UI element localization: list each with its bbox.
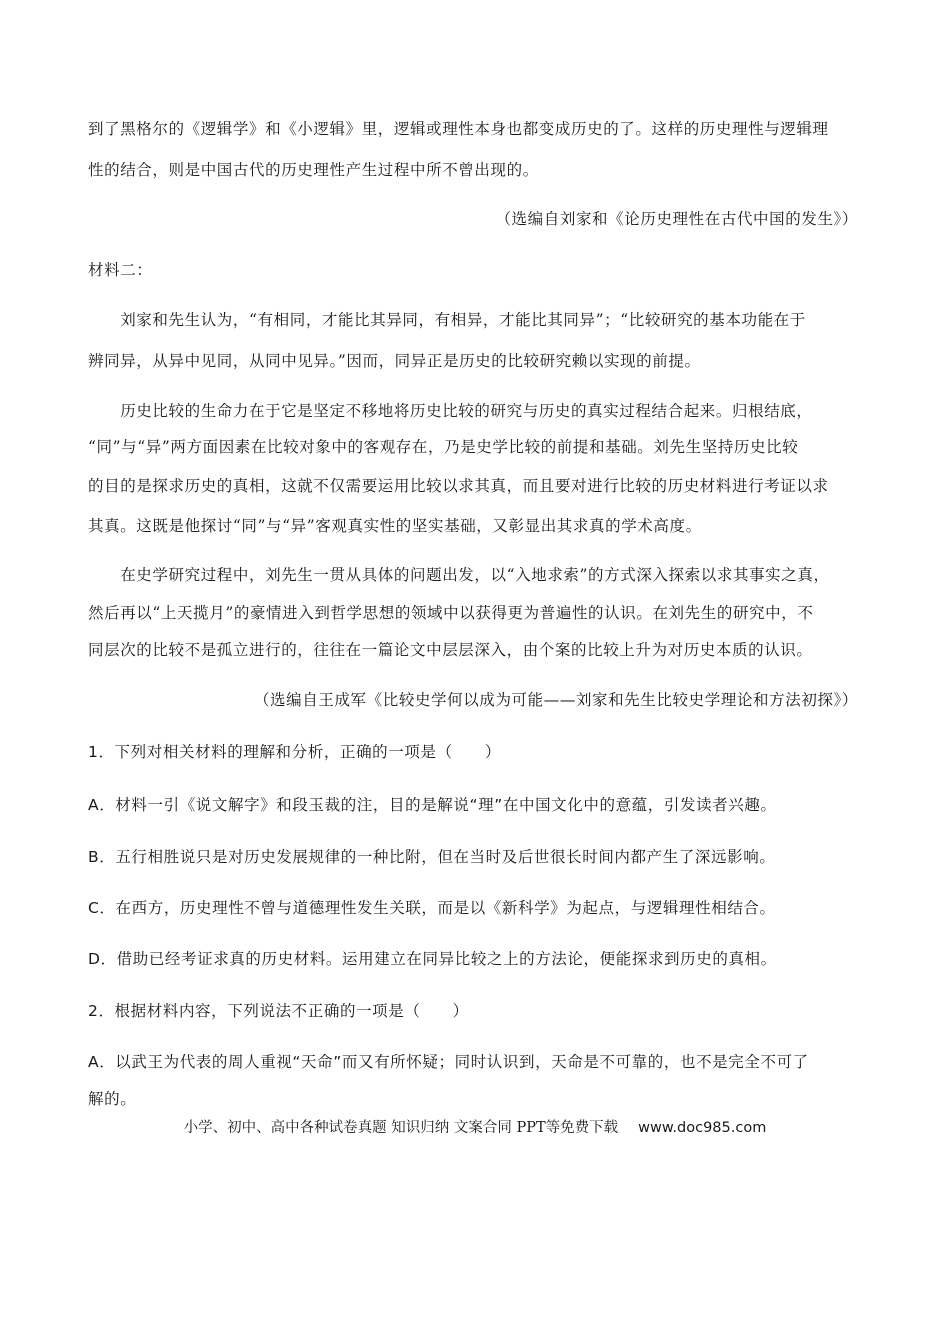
body-line: 在史学研究过程中，刘先生一贯从具体的问题出发，以“入地求索”的方式深入探索以求其事实之真， xyxy=(88,566,830,584)
body-line: 然后再以“上天揽月”的豪情进入到哲学思想的领域中以获得更为普遍性的认识。在刘先生的研究中，不 xyxy=(88,604,814,622)
source-citation: （选编自刘家和《论历史理性在古代中国的发生》） xyxy=(495,210,858,228)
footer-link[interactable]: www.doc985.com xyxy=(638,1120,767,1136)
footer-text: 小学、初中、高中各种试卷真题 知识归纳 文案合同 PPT等免费下载 xyxy=(183,1120,619,1136)
body-line: 刘家和先生认为，“有相同，才能比其异同，有相异，才能比其同异”；“比较研究的基本功能在于 xyxy=(88,311,806,329)
question-1: 1．下列对相关材料的理解和分析，正确的一项是（ ） xyxy=(88,743,501,761)
body-line: 到了黑格尔的《逻辑学》和《小逻辑》里，逻辑或理性本身也都变成历史的了。这样的历史理性与逻辑理 xyxy=(88,120,829,138)
source-citation: （选编自王成军《比较史学何以成为可能——刘家和先生比较史学理论和方法初探》） xyxy=(253,691,858,709)
option-b: B．五行相胜说只是对历史发展规律的一种比附，但在当时及后世很长时间内都产生了深远影响。 xyxy=(88,848,776,866)
option-d: D．借助已经考证求真的历史材料。运用建立在同异比较之上的方法论，便能探求到历史的真相。 xyxy=(88,950,777,968)
option-a: A．材料一引《说文解字》和段玉裁的注，目的是解说“理”在中国文化中的意蕴，引发读者兴趣。 xyxy=(88,796,777,814)
page-footer xyxy=(0,1116,950,1137)
option-c: C．在西方，历史理性不曾与道德理性发生关联，而是以《新科学》为起点，与逻辑理性相结合。 xyxy=(88,899,776,917)
body-line: 的目的是探求历史的真相，这就不仅需要运用比较以求其真，而且要对进行比较的历史材料进行考证以求 xyxy=(88,477,829,495)
section-heading: 材料二： xyxy=(88,261,153,279)
body-line: 其真。这既是他探讨“同”与“异”客观真实性的坚实基础，又彰显出其求真的学术高度。 xyxy=(88,517,702,535)
body-line: 辨同异，从异中见同，从同中见异。”因而，同异正是历史的比较研究赖以实现的前提。 xyxy=(88,352,701,370)
option-a: A．以武王为代表的周人重视“天命”而又有所怀疑；同时认识到，天命是不可靠的，也不是完全不可了 xyxy=(88,1053,809,1071)
body-line: 同层次的比较不是孤立进行的，往往在一篇论文中层层深入，由个案的比较上升为对历史本质的认识。 xyxy=(88,641,813,659)
option-a-continued: 解的。 xyxy=(88,1090,137,1108)
question-2: 2．根据材料内容，下列说法不正确的一项是（ ） xyxy=(88,1002,469,1020)
body-line: “同”与“异”两方面因素在比较对象中的客观存在，乃是史学比较的前提和基础。刘先生坚持历史比较 xyxy=(88,438,799,456)
body-line: 历史比较的生命力在于它是坚定不移地将历史比较的研究与历史的真实过程结合起来。归根结底， xyxy=(88,402,813,420)
body-line: 性的结合，则是中国古代的历史理性产生过程中所不曾出现的。 xyxy=(88,161,539,179)
